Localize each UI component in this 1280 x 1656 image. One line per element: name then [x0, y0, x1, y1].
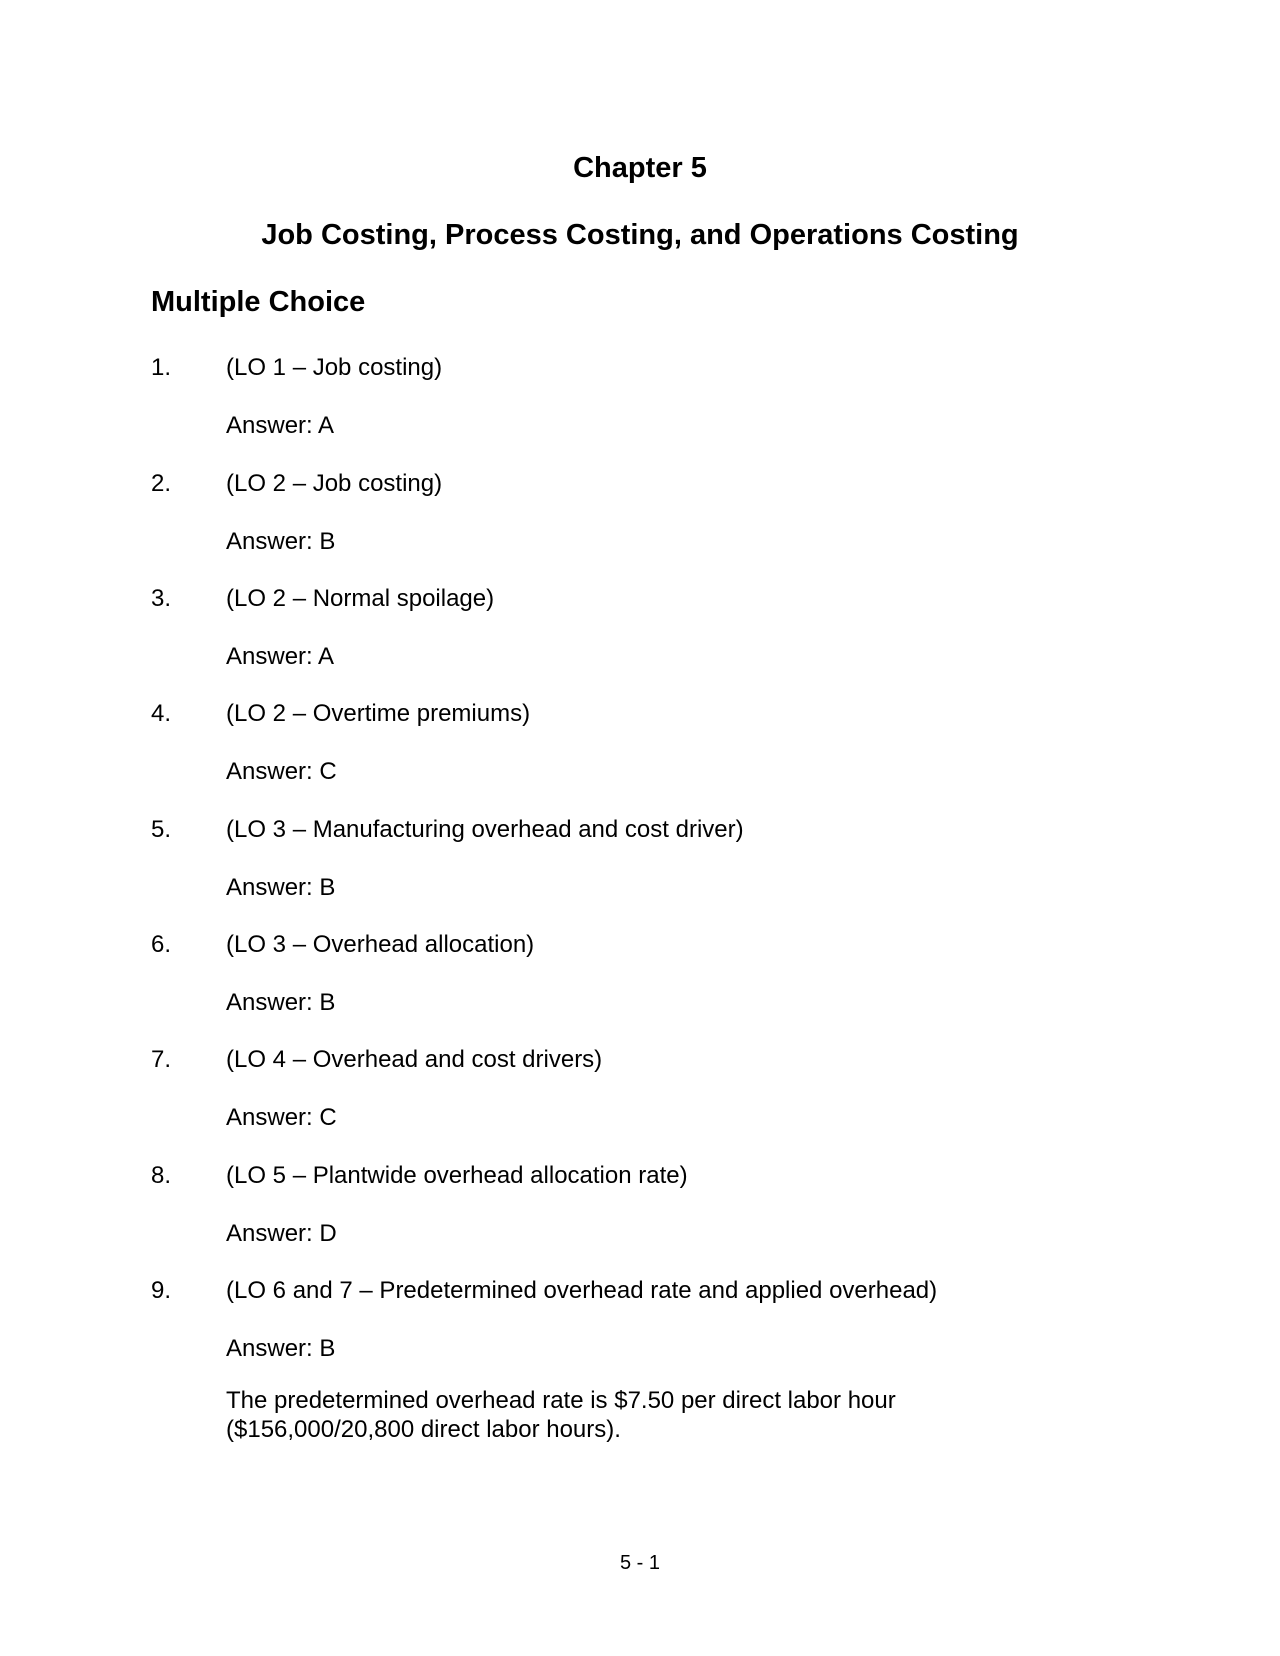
answer-explanation: The predetermined overhead rate is $7.50 per direct labor hour ($156,000/20,800 direct labor hours). [226, 1387, 896, 1443]
question-answer: Answer: B [226, 1335, 336, 1362]
question-number: 6. [151, 931, 172, 958]
question-objective: (LO 2 – Job costing) [226, 470, 443, 497]
question-number: 8. [151, 1162, 172, 1189]
question-objective: (LO 5 – Plantwide overhead allocation rate) [226, 1162, 688, 1189]
question-answer: Answer: D [226, 1220, 337, 1247]
question-answer: Answer: A [226, 643, 335, 670]
question-answer: Answer: B [226, 874, 336, 901]
question-objective: (LO 3 – Manufacturing overhead and cost driver) [226, 816, 744, 843]
chapter-title: Chapter 5 [573, 152, 707, 184]
question-answer: Answer: C [226, 758, 337, 785]
question-number: 1. [151, 354, 172, 381]
question-number: 9. [151, 1277, 172, 1304]
question-number: 3. [151, 585, 172, 612]
question-answer: Answer: A [226, 412, 335, 439]
question-objective: (LO 3 – Overhead allocation) [226, 931, 535, 958]
page-number: 5 - 1 [619, 1552, 661, 1574]
question-objective: (LO 2 – Overtime premiums) [226, 700, 531, 727]
question-answer: Answer: C [226, 1104, 337, 1131]
chapter-subtitle: Job Costing, Process Costing, and Operations Costing [261, 219, 1019, 251]
question-answer: Answer: B [226, 528, 336, 555]
question-number: 5. [151, 816, 172, 843]
section-heading: Multiple Choice [151, 286, 366, 318]
question-objective: (LO 1 – Job costing) [226, 354, 443, 381]
question-number: 4. [151, 700, 172, 727]
question-objective: (LO 6 and 7 – Predetermined overhead rate and applied overhead) [226, 1277, 938, 1304]
question-number: 2. [151, 470, 172, 497]
question-number: 7. [151, 1046, 172, 1073]
question-objective: (LO 2 – Normal spoilage) [226, 585, 495, 612]
question-answer: Answer: B [226, 989, 336, 1016]
question-objective: (LO 4 – Overhead and cost drivers) [226, 1046, 603, 1073]
